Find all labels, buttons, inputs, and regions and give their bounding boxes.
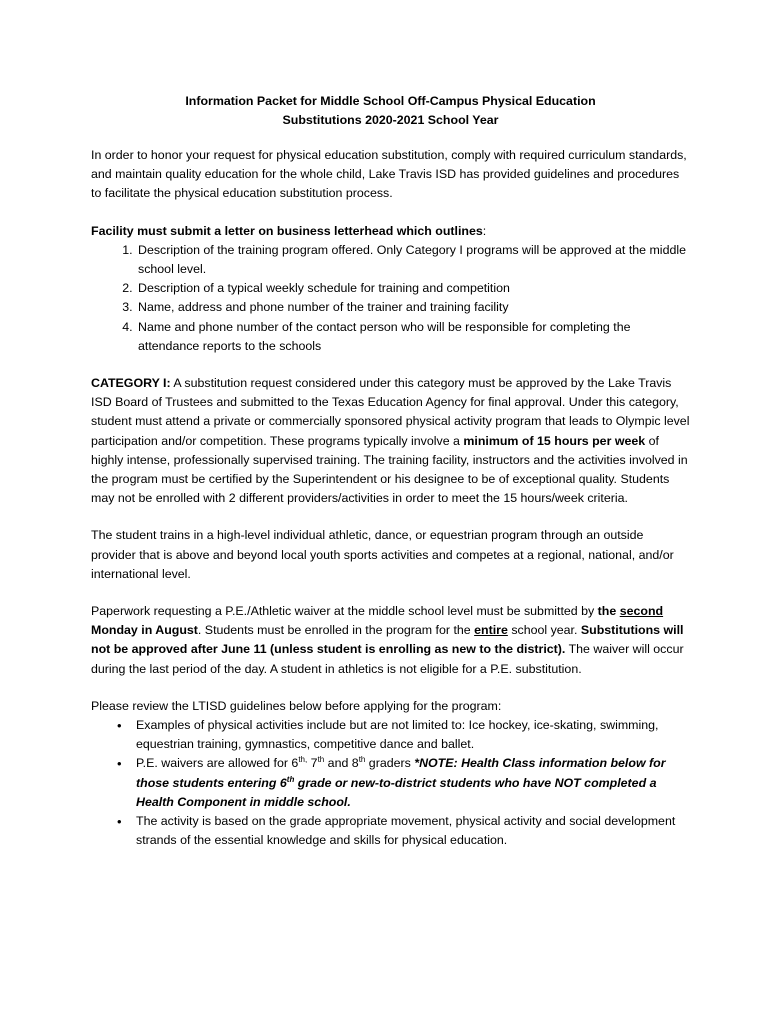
superscript: th (358, 755, 366, 765)
health-note-text-b: grade or new-to-district students who have NOT completed a Health Component in middle school. (136, 775, 657, 809)
paperwork-june-deadline: Substitutions will not be approved after June 11 (unless student is enrolling as new to the district). (91, 623, 684, 657)
title-line-2: Substitutions 2020-2021 School Year (282, 112, 499, 127)
superscript: th (317, 755, 325, 765)
guideline-text: P.E. waivers are allowed for 6 (136, 756, 299, 771)
category-text-b: of highly intense, professionally supervised training. The training facility, instructors and the activities involved in the program must be certified by the Superintendent or his designee to be of exceptional quality. Students may not be enrolled with 2 different providers/activities in order to meet the 15 hours/week criteria. (91, 433, 688, 506)
list-item (117, 812, 690, 850)
paperwork-the: the (597, 604, 620, 619)
guideline-text: and 8 (324, 756, 359, 771)
guideline-text: The activity is based on the grade appropriate movement, physical activity and social development strands of the essential knowledge and skills for physical education. (136, 814, 676, 848)
list-item: 1. Description of the training program offered. Only Category I programs will be approved at the middle school level. (136, 241, 690, 279)
superscript: th, (298, 755, 308, 765)
paperwork-text-b: . Students must be enrolled in the program for the (197, 623, 475, 638)
category-label: CATEGORY I: (91, 376, 171, 391)
paperwork-monday: Monday in August (91, 623, 198, 638)
bullet-icon: • (117, 718, 122, 734)
document-title (91, 92, 690, 129)
facility-heading-text: Facility must submit a letter on business letterhead which outlines (91, 223, 483, 238)
paperwork-paragraph (91, 602, 690, 679)
list-item (117, 716, 690, 754)
list-item: 3. Name, address and phone number of the trainer and training facility (136, 298, 690, 317)
paperwork-entire: entire (474, 623, 508, 638)
category-paragraph (91, 374, 690, 508)
title-line-1: Information Packet for Middle School Off-Campus Physical Education (185, 94, 596, 108)
paperwork-second: second (619, 604, 664, 619)
intro-paragraph: In order to honor your request for physical education substitution, comply with required curriculum standards, and maintain quality education for the whole child, Lake Travis ISD has provided guidelines and procedures to facilitate the physical education substitution process. (91, 148, 687, 201)
facility-heading-colon: : (482, 223, 487, 238)
paperwork-text-a: Paperwork requesting a P.E./Athletic waiver at the middle school level must be submitted by (91, 604, 598, 619)
list-item (117, 754, 690, 812)
paperwork-text-c: school year. (507, 623, 581, 638)
student-trains-paragraph: The student trains in a high-level individual athletic, dance, or equestrian program through an outside provider that is above and beyond local youth sports activities and competes at a regional, national, and/or international level. (91, 528, 674, 581)
health-note-text-a: *NOTE: Health Class information below for those students entering 6 (136, 756, 666, 790)
guideline-text: 7 (307, 756, 318, 771)
guideline-text: graders (365, 756, 415, 771)
guidelines-list (91, 716, 690, 850)
bullet-icon: • (117, 814, 122, 830)
list-item: 4. Name and phone number of the contact person who will be responsible for completing the attendance reports to the schools (136, 318, 690, 356)
guideline-text: Examples of physical activities include but are not limited to: Ice hockey, ice-skating, swimming, equestrian training, gymnastics, competitive dance and ballet. (136, 718, 659, 752)
guidelines-lead: Please review the LTISD guidelines below before applying for the program: (91, 698, 502, 713)
superscript: th (286, 774, 295, 784)
category-text-a: A substitution request considered under this category must be approved by the Lake Travis ISD Board of Trustees and submitted to the Texas Education Agency for final approval. Under this category, student must attend a private or commercially sponsored physical activity program that leads to Olympic level participation and/or competition. These programs typically involve a (91, 376, 690, 448)
list-item: 2. Description of a typical weekly schedule for training and competition (136, 279, 690, 298)
facility-heading (91, 222, 690, 241)
paperwork-text-d: The waiver will occur during the last period of the day. A student in athletics is not eligible for a P.E. substitution. (91, 642, 684, 676)
facility-requirements-list (91, 241, 690, 356)
category-hours: minimum of 15 hours per week (463, 433, 646, 448)
bullet-icon: • (117, 756, 122, 772)
